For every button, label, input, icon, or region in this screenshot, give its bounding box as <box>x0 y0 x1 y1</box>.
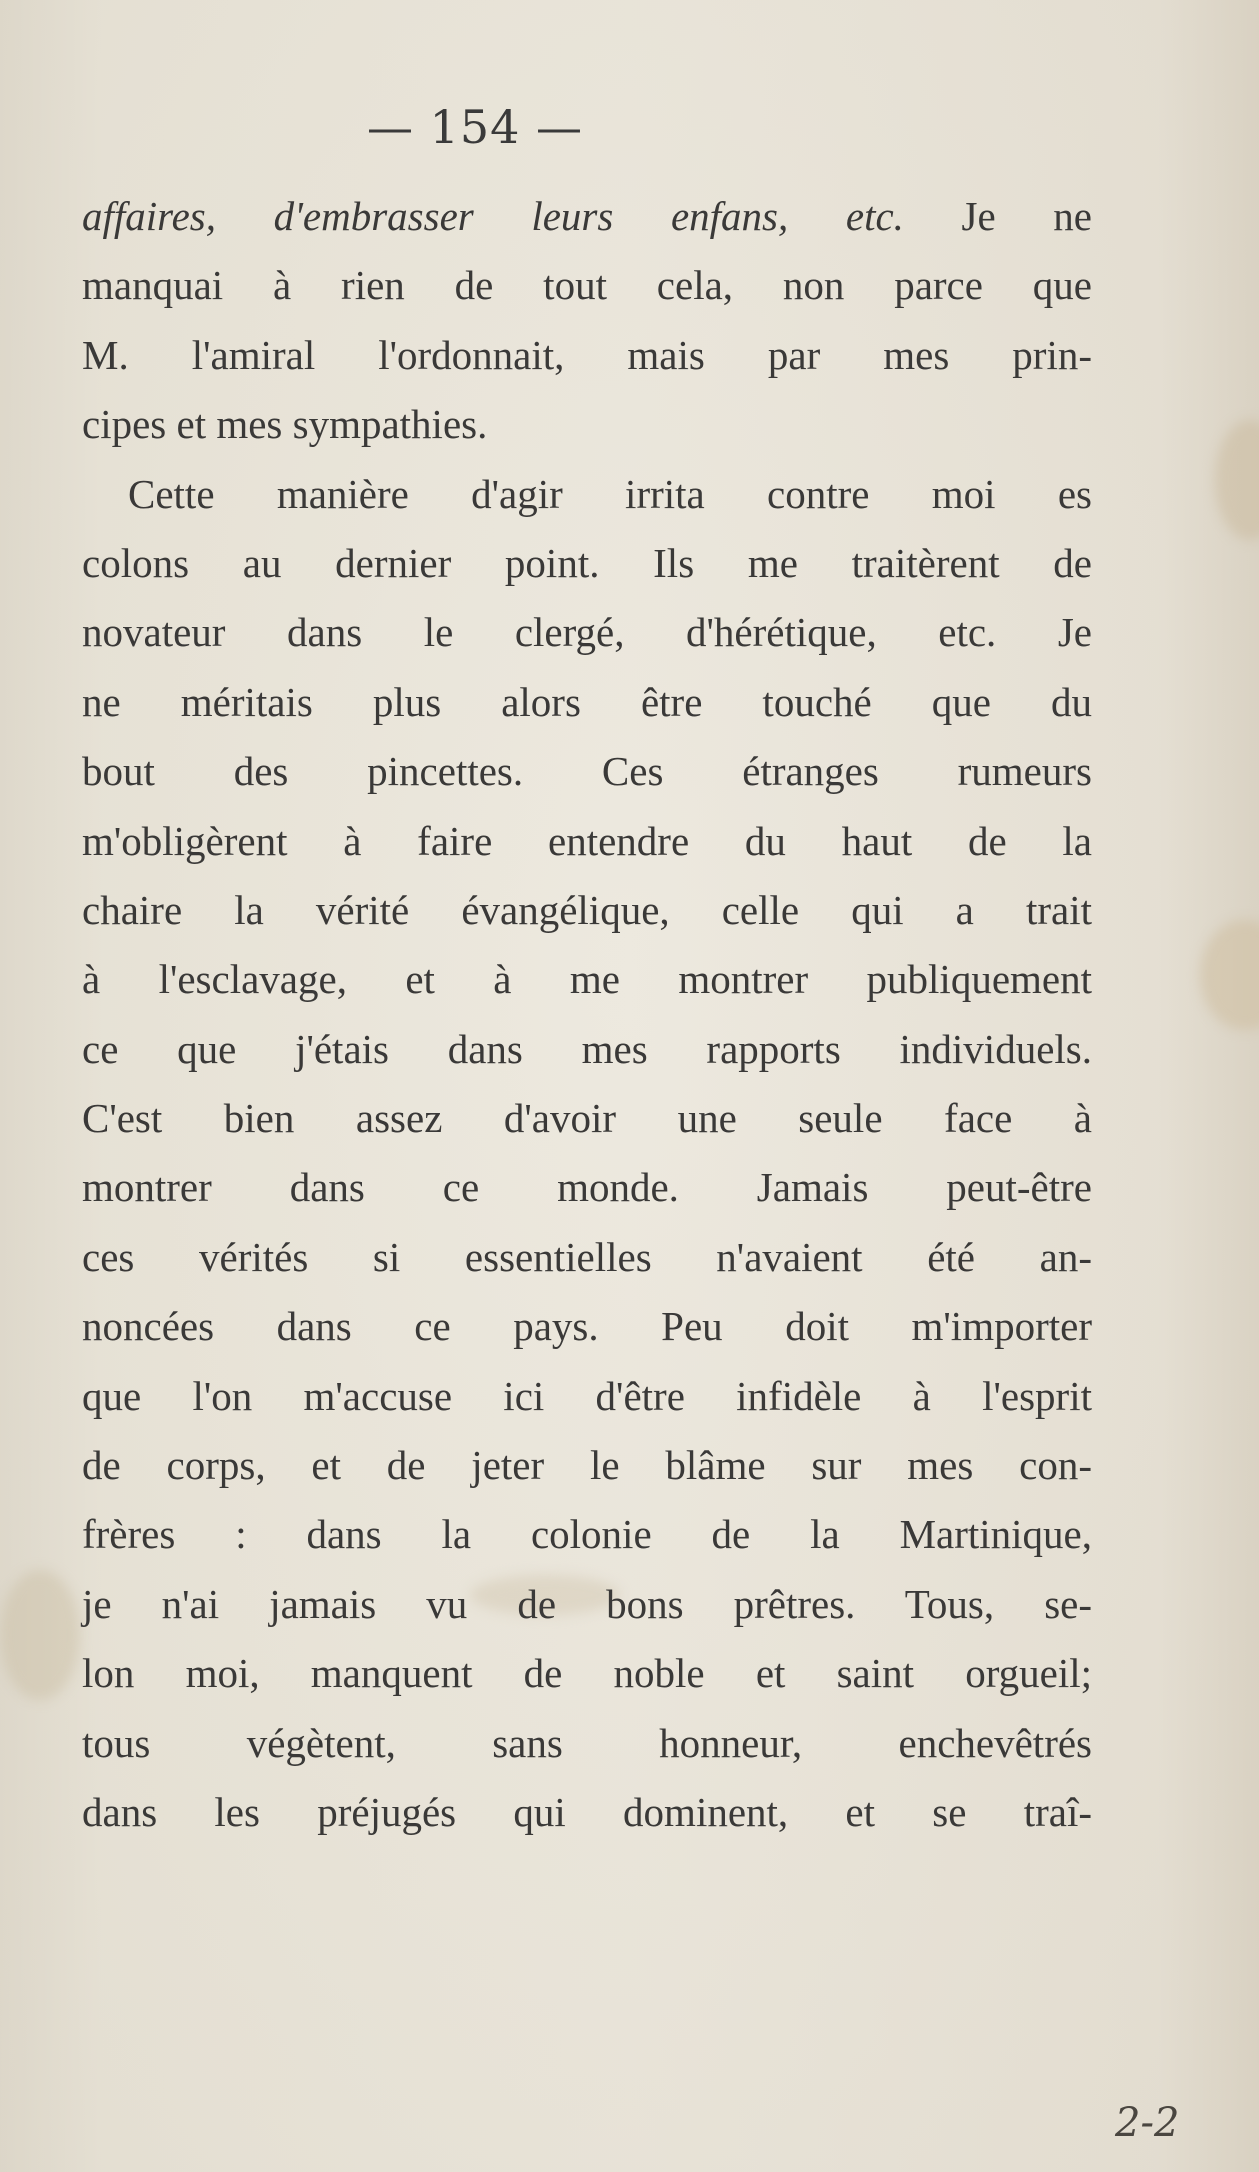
body-text <box>82 182 1092 1847</box>
text-line: lon moi, manquent de noble et saint orgueil; <box>82 1650 1092 1697</box>
text-line: novateur dans le clergé, d'hérétique, etc. Je <box>82 609 1092 656</box>
page-number: — 154 — <box>366 100 584 154</box>
text-line: Cette manière d'agir irrita contre moi es <box>128 470 1092 517</box>
text-line: chaire la vérité évangélique, celle qui a trait <box>82 886 1092 933</box>
text-line: m'obligèrent à faire entendre du haut de la <box>82 817 1092 864</box>
text-line: je n'ai jamais vu de bons prêtres. Tous, se- <box>82 1580 1092 1627</box>
text-line: manquai à rien de tout cela, non parce que <box>82 262 1092 309</box>
text-line: ne méritais plus alors être touché que du <box>82 678 1092 725</box>
text-line: ce que j'étais dans mes rapports individuels. <box>82 1025 1092 1072</box>
text-line: montrer dans ce monde. Jamais peut-être <box>82 1164 1092 1211</box>
text-line <box>82 182 1092 251</box>
text-line: ces vérités si essentielles n'avaient été an- <box>82 1233 1092 1280</box>
text-line: cipes et mes sympathies. <box>82 401 488 448</box>
text-line: tous végètent, sans honneur, enchevêtrés <box>82 1719 1092 1766</box>
text-line: C'est bien assez d'avoir une seule face à <box>82 1095 1092 1142</box>
text-line: M. l'amiral l'ordonnait, mais par mes prin- <box>82 331 1092 378</box>
text-line: à l'esclavage, et à me montrer publiquement <box>82 956 1092 1003</box>
handwritten-mark: 2-2 <box>1115 2100 1180 2146</box>
text-line-italic: affaires, d'embrasser leurs enfans, etc. <box>82 193 904 239</box>
text-line: noncées dans ce pays. Peu doit m'importer <box>82 1303 1092 1350</box>
text-line: dans les préjugés qui dominent, et se traî- <box>82 1788 1092 1835</box>
text-line-roman: Je ne <box>903 193 1092 239</box>
paper-stain <box>1215 420 1259 540</box>
text-line: colons au dernier point. Ils me traitèrent de <box>82 539 1092 586</box>
text-line: que l'on m'accuse ici d'être infidèle à l'esprit <box>82 1372 1092 1419</box>
text-line: de corps, et de jeter le blâme sur mes con- <box>82 1442 1092 1489</box>
text-line: frères : dans la colonie de la Martinique, <box>82 1511 1092 1558</box>
paper-stain <box>1200 920 1259 1030</box>
paper-stain <box>0 1570 80 1700</box>
text-line: bout des pincettes. Ces étranges rumeurs <box>82 748 1092 795</box>
